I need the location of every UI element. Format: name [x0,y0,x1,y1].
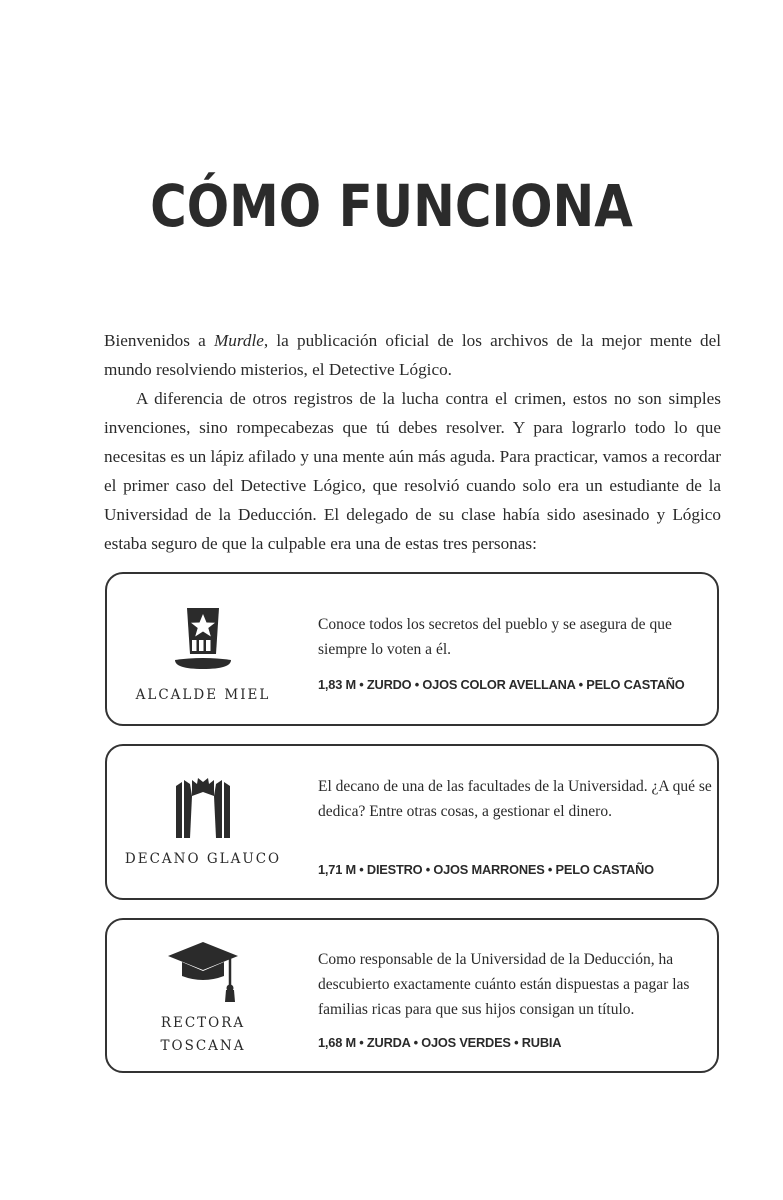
suspect-name: DECANO GLAUCO [124,851,282,867]
suspect-identity [107,920,299,1071]
suspect-description: Como responsable de la Universidad de la Deducción, ha descubierto exactamente cuánto están dispuestas a pagar las familias ricas para que sus hijos consigan un título. [318,951,690,1018]
suspect-stats: 1,83 M • ZURDO • OJOS COLOR AVELLANA • PELO CASTAÑO [318,677,685,692]
intro-paragraph-2: A diferencia de otros registros de la lucha contra el crimen, estos no son simples invenciones, sino rompecabezas que tú debes resolver. Y para lograrlo todo lo que necesitas es un lápiz afilado y una mente aún más aguda. Para practicar, vamos a recordar el primer caso del Detective Lógico, que resolvió cuando solo era un estudiante de la Universidad de la Deducción. El delegado de su clase había sido asesinado y Lógico estaba seguro de que la culpable era una de estas tres personas: [104,389,721,553]
dean-collar-icon [172,774,234,840]
suspect-identity [107,574,299,724]
graduation-cap-icon [166,940,240,1004]
suspect-stats: 1,68 M • ZURDA • OJOS VERDES • RUBIA [318,1035,562,1050]
suspect-description: Conoce todos los secretos del pueblo y se asegura de que siempre lo voten a él. [318,616,672,658]
suspect-description: El decano de una de las facultades de la Universidad. ¿A qué se dedica? Entre otras cosas, a gestionar el dinero. [318,778,712,820]
suspect-card-rectora-toscana [105,918,719,1073]
suspect-name: ALCALDE MIEL [135,687,271,703]
intro-paragraph-1: Bienvenidos a Murdle, la publicación oficial de los archivos de la mejor mente del mundo resolviendo misterios, el Detective Lógico. [104,331,722,379]
suspect-card-decano-glauco [105,744,719,900]
suspect-identity [107,746,299,898]
suspect-name: RECTORA TOSCANA [160,1015,246,1054]
top-hat-star-icon [173,606,233,672]
intro-text [104,326,721,558]
page-title: CÓMO FUNCIONA [150,172,633,240]
book-title: Murdle [213,331,264,350]
suspect-card-alcalde-miel [105,572,719,726]
suspect-stats: 1,71 M • DIESTRO • OJOS MARRONES • PELO CASTAÑO [318,862,654,877]
